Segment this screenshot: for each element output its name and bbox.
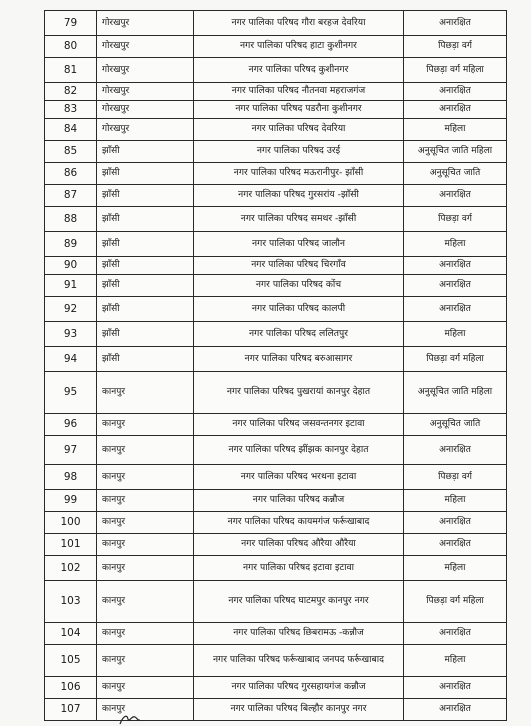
cell-category: अनुसूचित जाति महिला — [404, 372, 507, 414]
cell-district: झाँसी — [97, 297, 194, 322]
cell-district: कानपुर — [97, 645, 194, 677]
cell-sn: 106 — [45, 677, 97, 699]
table-row — [45, 372, 507, 414]
cell-name: नगर पालिका परिषद मऊरानीपुर- झाँसी — [194, 163, 404, 185]
table-row — [45, 699, 507, 721]
cell-district: गोरखपुर — [97, 58, 194, 83]
table-row — [45, 512, 507, 534]
table-row — [45, 58, 507, 83]
table-row — [45, 322, 507, 347]
cell-sn: 86 — [45, 163, 97, 185]
cell-name: नगर पालिका परिषद हाटा कुशीनगर — [194, 36, 404, 58]
cell-sn: 87 — [45, 185, 97, 207]
cell-district: झाँसी — [97, 347, 194, 372]
cell-category: पिछड़ा वर्ग — [404, 465, 507, 490]
cell-category: पिछड़ा वर्ग महिला — [404, 347, 507, 372]
cell-category: अनारक्षित — [404, 297, 507, 322]
table-row — [45, 677, 507, 699]
cell-sn: 81 — [45, 58, 97, 83]
table-row — [45, 465, 507, 490]
table-row — [45, 347, 507, 372]
cell-district: झाँसी — [97, 141, 194, 163]
cell-category: अनारक्षित — [404, 275, 507, 297]
cell-district: कानपुर — [97, 677, 194, 699]
cell-category: अनारक्षित — [404, 185, 507, 207]
cell-sn: 79 — [45, 11, 97, 36]
cell-name: नगर पालिका परिषद गुरसहायगंज कन्नौज — [194, 677, 404, 699]
cell-category: महिला — [404, 490, 507, 512]
cell-district: कानपुर — [97, 372, 194, 414]
table-row — [45, 436, 507, 465]
cell-sn: 91 — [45, 275, 97, 297]
table-row — [45, 232, 507, 257]
cell-sn: 93 — [45, 322, 97, 347]
cell-sn: 83 — [45, 101, 97, 119]
cell-sn: 94 — [45, 347, 97, 372]
cell-name: नगर पालिका परिषद घाटमपुर कानपुर नगर — [194, 581, 404, 623]
cell-category: महिला — [404, 119, 507, 141]
cell-category: अनारक्षित — [404, 436, 507, 465]
cell-category: अनारक्षित — [404, 512, 507, 534]
table-row — [45, 556, 507, 581]
reservation-table — [44, 10, 507, 721]
cell-name: नगर पालिका परिषद पडरौना कुशीनगर — [194, 101, 404, 119]
cell-name: नगर पालिका परिषद कायमगंज फर्रूखाबाद — [194, 512, 404, 534]
table-row — [45, 645, 507, 677]
cell-name: नगर पालिका परिषद छिबरामऊ -कन्नौज — [194, 623, 404, 645]
cell-name: नगर पालिका परिषद कालपी — [194, 297, 404, 322]
cell-name: नगर पालिका परिषद ललितपुर — [194, 322, 404, 347]
cell-category: अनारक्षित — [404, 83, 507, 101]
cell-category: अनुसूचित जाति महिला — [404, 141, 507, 163]
cell-district: झाँसी — [97, 257, 194, 275]
cell-sn: 101 — [45, 534, 97, 556]
cell-category: पिछड़ा वर्ग — [404, 207, 507, 232]
table-row — [45, 257, 507, 275]
cell-category: महिला — [404, 645, 507, 677]
cell-district: गोरखपुर — [97, 101, 194, 119]
cell-district: झाँसी — [97, 322, 194, 347]
table-row — [45, 414, 507, 436]
cell-district: झाँसी — [97, 207, 194, 232]
cell-sn: 102 — [45, 556, 97, 581]
cell-sn: 107 — [45, 699, 97, 721]
cell-sn: 103 — [45, 581, 97, 623]
cell-district: कानपुर — [97, 436, 194, 465]
cell-district: झाँसी — [97, 232, 194, 257]
signature-mark — [118, 712, 142, 726]
cell-category: अनारक्षित — [404, 677, 507, 699]
cell-sn: 90 — [45, 257, 97, 275]
cell-sn: 85 — [45, 141, 97, 163]
cell-name: नगर पालिका परिषद पुखरायां कानपुर देहात — [194, 372, 404, 414]
cell-name: नगर पालिका परिषद झींझक कानपुर देहात — [194, 436, 404, 465]
table-row — [45, 83, 507, 101]
cell-district: कानपुर — [97, 512, 194, 534]
table-row — [45, 534, 507, 556]
table-row — [45, 490, 507, 512]
cell-district: कानपुर — [97, 414, 194, 436]
table-row — [45, 11, 507, 36]
cell-category: पिछड़ा वर्ग महिला — [404, 58, 507, 83]
cell-sn: 105 — [45, 645, 97, 677]
cell-name: नगर पालिका परिषद बरुआसागर — [194, 347, 404, 372]
cell-sn: 89 — [45, 232, 97, 257]
table-row — [45, 141, 507, 163]
cell-category: अनारक्षित — [404, 101, 507, 119]
cell-name: नगर पालिका परिषद इटावा इटावा — [194, 556, 404, 581]
cell-name: नगर पालिका परिषद जसवन्तनगर इटावा — [194, 414, 404, 436]
cell-category: अनारक्षित — [404, 699, 507, 721]
cell-category: अनारक्षित — [404, 11, 507, 36]
table-row — [45, 163, 507, 185]
cell-district: झाँसी — [97, 185, 194, 207]
cell-category: अनारक्षित — [404, 623, 507, 645]
cell-sn: 97 — [45, 436, 97, 465]
table-row — [45, 119, 507, 141]
cell-name: नगर पालिका परिषद फर्रूखाबाद जनपद फर्रूखाबाद — [194, 645, 404, 677]
table-row — [45, 297, 507, 322]
cell-category: महिला — [404, 232, 507, 257]
cell-name: नगर पालिका परिषद कुशीनगर — [194, 58, 404, 83]
cell-name: नगर पालिका परिषद चिरगाँव — [194, 257, 404, 275]
cell-name: नगर पालिका परिषद कोंच — [194, 275, 404, 297]
cell-district: कानपुर — [97, 556, 194, 581]
table-body — [45, 11, 507, 721]
cell-sn: 88 — [45, 207, 97, 232]
cell-sn: 104 — [45, 623, 97, 645]
cell-category: महिला — [404, 322, 507, 347]
cell-district: कानपुर — [97, 490, 194, 512]
cell-name: नगर पालिका परिषद गुरसरांय -झाँसी — [194, 185, 404, 207]
table-row — [45, 207, 507, 232]
table-row — [45, 185, 507, 207]
cell-name: नगर पालिका परिषद उरई — [194, 141, 404, 163]
cell-category: अनुसूचित जाति — [404, 414, 507, 436]
cell-name: नगर पालिका परिषद नौतनवा महराजगंज — [194, 83, 404, 101]
cell-category: अनारक्षित — [404, 534, 507, 556]
cell-district: कानपुर — [97, 581, 194, 623]
cell-category: अनारक्षित — [404, 257, 507, 275]
cell-name: नगर पालिका परिषद औरैया औरैया — [194, 534, 404, 556]
table-row — [45, 101, 507, 119]
cell-name: नगर पालिका परिषद बिल्हौर कानपुर नगर — [194, 699, 404, 721]
cell-sn: 95 — [45, 372, 97, 414]
cell-sn: 82 — [45, 83, 97, 101]
cell-district: झाँसी — [97, 275, 194, 297]
cell-name: नगर पालिका परिषद समथर -झाँसी — [194, 207, 404, 232]
cell-district: कानपुर — [97, 623, 194, 645]
cell-category: पिछड़ा वर्ग — [404, 36, 507, 58]
cell-district: गोरखपुर — [97, 83, 194, 101]
cell-district: कानपुर — [97, 465, 194, 490]
table-row — [45, 275, 507, 297]
cell-name: नगर पालिका परिषद कन्नौज — [194, 490, 404, 512]
cell-district: गोरखपुर — [97, 119, 194, 141]
cell-district: कानपुर — [97, 699, 194, 721]
cell-sn: 99 — [45, 490, 97, 512]
table-row — [45, 581, 507, 623]
table-row — [45, 36, 507, 58]
cell-name: नगर पालिका परिषद भरथना इटावा — [194, 465, 404, 490]
cell-district: गोरखपुर — [97, 11, 194, 36]
cell-sn: 98 — [45, 465, 97, 490]
cell-category: महिला — [404, 556, 507, 581]
cell-sn: 84 — [45, 119, 97, 141]
cell-category: पिछड़ा वर्ग महिला — [404, 581, 507, 623]
cell-sn: 96 — [45, 414, 97, 436]
cell-sn: 92 — [45, 297, 97, 322]
cell-district: झाँसी — [97, 163, 194, 185]
table-row — [45, 623, 507, 645]
cell-category: अनुसूचित जाति — [404, 163, 507, 185]
cell-sn: 100 — [45, 512, 97, 534]
cell-district: गोरखपुर — [97, 36, 194, 58]
cell-name: नगर पालिका परिषद देवरिया — [194, 119, 404, 141]
cell-district: कानपुर — [97, 534, 194, 556]
cell-name: नगर पालिका परिषद गौरा बरहज देवरिया — [194, 11, 404, 36]
cell-sn: 80 — [45, 36, 97, 58]
cell-name: नगर पालिका परिषद जालौन — [194, 232, 404, 257]
